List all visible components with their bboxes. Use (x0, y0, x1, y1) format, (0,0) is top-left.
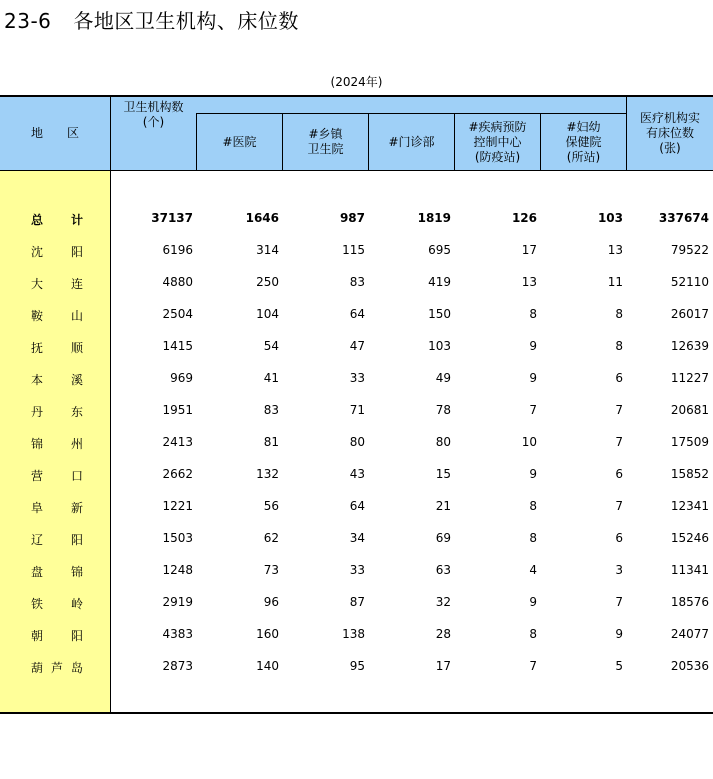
cell-hospitals: 73 (263, 563, 279, 577)
region-name (31, 563, 83, 580)
cell-cdc: 9 (529, 339, 537, 353)
region-char: 山 (70, 309, 83, 323)
cell-maternal: 5 (615, 659, 623, 673)
region-name (31, 499, 83, 516)
cell-clinics: 28 (435, 627, 451, 641)
header-cdc: #疾病预防 控制中心 (防疫站) (468, 119, 527, 164)
region-char: 顺 (70, 341, 83, 355)
cell-maternal: 6 (615, 371, 623, 385)
cell-beds: 11341 (670, 563, 709, 577)
cell-institutions: 6196 (162, 243, 193, 257)
cell-clinics: 21 (435, 499, 451, 513)
table-row (0, 593, 713, 613)
header-beds: 医疗机构实 有床位数 (张) (639, 110, 700, 155)
cell-clinics: 15 (435, 467, 451, 481)
region-name (31, 531, 83, 548)
cell-township: 138 (342, 627, 365, 641)
cell-township: 47 (349, 339, 365, 353)
cell-maternal: 7 (615, 595, 623, 609)
cell-institutions: 2413 (162, 435, 193, 449)
cell-maternal: 3 (615, 563, 623, 577)
cell-cdc: 7 (529, 659, 537, 673)
cell-hospitals: 314 (256, 243, 279, 257)
table-row (0, 241, 713, 261)
cell-maternal: 7 (615, 403, 623, 417)
cell-cdc: 8 (529, 499, 537, 513)
table-row (0, 561, 713, 581)
region-char: 抚 (31, 341, 44, 355)
table-title: 各地区卫生机构、床位数 (73, 9, 299, 33)
region-char: 丹 (31, 405, 44, 419)
cell-township: 34 (349, 531, 365, 545)
cell-beds: 20681 (670, 403, 709, 417)
cell-clinics: 150 (428, 307, 451, 321)
region-char: 盘 (31, 565, 44, 579)
region-char: 沈 (31, 245, 44, 259)
cell-maternal: 6 (615, 467, 623, 481)
table-row (0, 273, 713, 293)
table-row (0, 369, 713, 389)
cell-clinics: 695 (428, 243, 451, 257)
cell-institutions: 4880 (162, 275, 193, 289)
region-char: 阳 (70, 629, 83, 643)
cell-beds: 15246 (670, 531, 709, 545)
cell-beds: 12639 (670, 339, 709, 353)
cell-beds: 15852 (670, 467, 709, 481)
cell-maternal: 13 (607, 243, 623, 257)
cell-beds: 17509 (670, 435, 709, 449)
cell-cdc: 8 (529, 627, 537, 641)
cell-beds: 337674 (658, 211, 709, 225)
header-region: 地 区 (30, 125, 79, 140)
cell-institutions: 4383 (162, 627, 193, 641)
cell-township: 95 (349, 659, 365, 673)
region-name (31, 339, 83, 356)
cell-maternal: 6 (615, 531, 623, 545)
region-char: 葫 (31, 661, 44, 675)
header-maternal: #妇幼 保健院 (所站) (565, 119, 602, 164)
cell-cdc: 10 (521, 435, 537, 449)
cell-institutions: 2873 (162, 659, 193, 673)
table-row (0, 625, 713, 645)
cell-township: 43 (349, 467, 365, 481)
region-char: 本 (31, 373, 44, 387)
cell-maternal: 7 (615, 435, 623, 449)
cell-clinics: 78 (435, 403, 451, 417)
cell-maternal: 11 (607, 275, 623, 289)
table-row-total (0, 209, 713, 229)
region-char: 新 (70, 501, 83, 515)
cell-hospitals: 81 (263, 435, 279, 449)
cell-cdc: 9 (529, 595, 537, 609)
region-name (31, 627, 83, 644)
header-bottom-rule (0, 170, 713, 171)
region-char: 溪 (70, 373, 83, 387)
cell-hospitals: 54 (263, 339, 279, 353)
cell-cdc: 4 (529, 563, 537, 577)
cell-cdc: 9 (529, 467, 537, 481)
cell-beds: 52110 (670, 275, 709, 289)
cell-cdc: 8 (529, 531, 537, 545)
cell-clinics: 49 (435, 371, 451, 385)
cell-clinics: 32 (435, 595, 451, 609)
cell-institutions: 1951 (162, 403, 193, 417)
region-char: 阳 (70, 245, 83, 259)
region-char: 口 (70, 469, 83, 483)
region-name (31, 659, 83, 676)
cell-beds: 79522 (670, 243, 709, 257)
cell-beds: 12341 (670, 499, 709, 513)
header-hospitals: #医院 (222, 134, 257, 149)
cell-township: 64 (349, 307, 365, 321)
cell-institutions: 1248 (162, 563, 193, 577)
region-char: 铁 (31, 597, 44, 611)
cell-hospitals: 96 (263, 595, 279, 609)
region-name (31, 467, 83, 484)
cell-township: 71 (349, 403, 365, 417)
cell-clinics: 80 (435, 435, 451, 449)
cell-hospitals: 104 (256, 307, 279, 321)
cell-township: 115 (342, 243, 365, 257)
table-row (0, 401, 713, 421)
region-char: 阳 (70, 533, 83, 547)
cell-township: 87 (349, 595, 365, 609)
table-row (0, 529, 713, 549)
region-name (31, 403, 83, 420)
cell-institutions: 1221 (162, 499, 193, 513)
region-name (31, 275, 83, 292)
region-char: 连 (70, 277, 83, 291)
cell-clinics: 419 (428, 275, 451, 289)
cell-hospitals: 41 (263, 371, 279, 385)
region-char: 岭 (70, 597, 83, 611)
cell-township: 33 (349, 371, 365, 385)
cell-institutions: 2919 (162, 595, 193, 609)
region-char: 总 (31, 213, 44, 227)
cell-beds: 20536 (670, 659, 709, 673)
cell-township: 83 (349, 275, 365, 289)
table-row (0, 497, 713, 517)
cell-hospitals: 140 (256, 659, 279, 673)
cell-maternal: 8 (615, 339, 623, 353)
cell-hospitals: 250 (256, 275, 279, 289)
cell-maternal: 8 (615, 307, 623, 321)
cell-institutions: 37137 (151, 211, 193, 225)
cell-beds: 18576 (670, 595, 709, 609)
cell-institutions: 2662 (162, 467, 193, 481)
cell-beds: 24077 (670, 627, 709, 641)
cell-township: 987 (339, 211, 365, 225)
cell-institutions: 1415 (162, 339, 193, 353)
cell-maternal: 9 (615, 627, 623, 641)
region-char: 大 (31, 277, 44, 291)
cell-cdc: 8 (529, 307, 537, 321)
table-row (0, 337, 713, 357)
cell-cdc: 126 (511, 211, 537, 225)
cell-cdc: 17 (521, 243, 537, 257)
region-char: 阜 (31, 501, 44, 515)
table-row (0, 465, 713, 485)
region-name (31, 595, 83, 612)
region-char: 辽 (31, 533, 44, 547)
cell-maternal: 103 (597, 211, 623, 225)
cell-institutions: 1503 (162, 531, 193, 545)
header-clinics: #门诊部 (388, 134, 435, 149)
region-char: 州 (70, 437, 83, 451)
table-number: 23-6 (4, 9, 52, 33)
region-char: 岛 (70, 661, 83, 675)
cell-hospitals: 62 (263, 531, 279, 545)
region-name (31, 435, 83, 452)
region-name (31, 243, 83, 260)
cell-hospitals: 160 (256, 627, 279, 641)
region-char: 锦 (70, 565, 83, 579)
table-row (0, 433, 713, 453)
year-note: (2024年) (330, 75, 383, 89)
cell-cdc: 9 (529, 371, 537, 385)
cell-township: 80 (349, 435, 365, 449)
header-institutions: 卫生机构数 (个) (123, 100, 184, 129)
table-row (0, 305, 713, 325)
region-char: 锦 (31, 437, 44, 451)
cell-institutions: 969 (170, 371, 193, 385)
cell-cdc: 13 (521, 275, 537, 289)
cell-maternal: 7 (615, 499, 623, 513)
cell-clinics: 63 (435, 563, 451, 577)
cell-township: 33 (349, 563, 365, 577)
cell-beds: 26017 (670, 307, 709, 321)
page-title (4, 5, 299, 34)
table-row (0, 657, 713, 677)
region-char: 朝 (31, 629, 44, 643)
region-name (31, 307, 83, 324)
cell-clinics: 103 (428, 339, 451, 353)
region-char: 鞍 (31, 309, 44, 323)
cell-beds: 11227 (670, 371, 709, 385)
header-township: #乡镇 卫生院 (307, 127, 344, 156)
cell-cdc: 7 (529, 403, 537, 417)
cell-hospitals: 1646 (245, 211, 279, 225)
region-char: 芦 (50, 661, 63, 675)
region-char: 营 (31, 469, 44, 483)
bottom-rule (0, 712, 713, 714)
region-name (31, 371, 83, 388)
cell-township: 64 (349, 499, 365, 513)
region-char: 计 (70, 213, 83, 227)
cell-hospitals: 83 (263, 403, 279, 417)
cell-hospitals: 56 (263, 499, 279, 513)
cell-institutions: 2504 (162, 307, 193, 321)
region-name (31, 211, 83, 228)
cell-clinics: 1819 (417, 211, 451, 225)
cell-clinics: 17 (435, 659, 451, 673)
cell-clinics: 69 (435, 531, 451, 545)
cell-hospitals: 132 (256, 467, 279, 481)
region-char: 东 (70, 405, 83, 419)
